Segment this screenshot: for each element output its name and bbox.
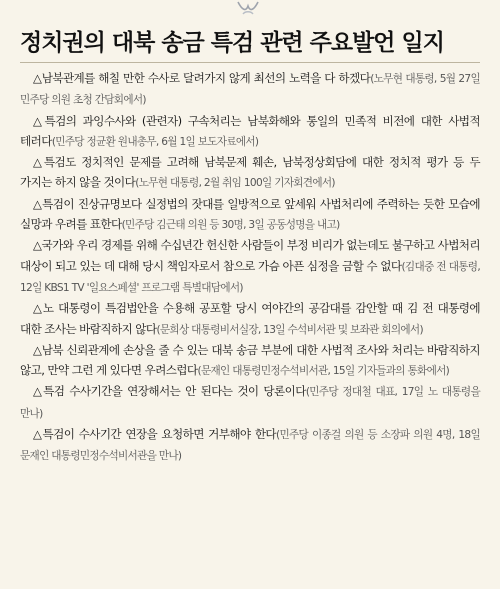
article-title: 정치권의 대북 송금 특검 관련 주요발언 일지 [20,30,444,56]
decorative-flourish-icon [234,0,262,18]
statement-source: (민주당 김근태 의원 등 30명, 3일 공동성명을 내고) [121,219,340,232]
statement-source: (민주당 이종걸 의원 등 소장파 의원 4명, 18일 문재인 대통령민정수석비서관을 만나) [20,429,480,463]
statement-source: (문재인 대통령민정수석비서관, 15일 기자들과의 통화에서) [197,365,450,378]
statement-quote: △특검이 진상규명보다 실정법의 잣대를 일방적으로 앞세워 사법처리에 주력하는 듯한 모습에 실망과 우려를 표한다 [20,196,480,232]
statement-quote: △특검 수사기간을 연장해서는 안 된다는 것이 당론이다 [33,384,306,399]
title-divider [20,62,480,63]
statement-item [20,298,480,340]
statement-item [20,340,480,382]
statement-quote: △노 대통령이 특검법안을 수용해 공포할 당시 여야간의 공감대를 감안할 때 김 전 대통령에 대한 조사는 바람직하지 않다 [20,301,480,336]
statement-quote: △특검의 과잉수사와 (관련자) 구속처리는 남북화해와 통일의 민족적 비전에 대한 사법적 테러다 [20,113,480,148]
statement-source: (민주당 정균환 원내총무, 6월 1일 보도자료에서) [51,135,259,148]
statement-source: (문희상 대통령비서실장, 13일 수석비서관 및 보좌관 회의에서) [156,323,423,336]
statement-source: (민주당 정대철 대표, 17일 노 대통령을 만나) [20,386,480,420]
statement-quote: △남북 신뢰관계에 손상을 줄 수 있는 대북 송금 부분에 대한 사법적 조사와 처리는 바람직하지 않고, 만약 그런 게 있다면 우려스럽다 [20,342,480,378]
statement-list [20,68,480,467]
statement-item [20,68,480,111]
statement-source: (김대중 전 대통령, 12일 KBS1 TV '일요스페셜' 프로그램 특별대담에서) [20,260,480,294]
statement-item [20,424,480,467]
statement-item [20,111,480,153]
statement-quote: △특검이 수사기간 연장을 요청하면 거부해야 한다 [33,427,277,442]
statement-quote: △남북관계를 해칠 만한 수사로 달려가지 않게 최선의 노력을 다 하겠다 [33,71,371,85]
statement-item [20,381,480,424]
statement-source: (노무현 대통령, 5월 27일 민주당 의원 초청 간담회에서) [20,73,480,107]
statement-quote: △국가와 우리 경제를 위해 수십년간 헌신한 사람들이 부정 비리가 없는데도 불구하고 사법처리 대상이 되고 있는 데 대해 당시 책임자로서 참으로 가슴 아픈 심정을 금할 수 없다 [20,238,480,273]
statement-item [20,194,480,236]
statement-item [20,152,480,194]
statement-source: (노무현 대통령, 2월 취임 100일 기자회견에서) [135,177,335,190]
statement-quote: △특검도 정치적인 문제를 고려해 남북문제 훼손, 남북정상회담에 대한 정치적 평가 등 두 가지는 하지 않을 것이다 [20,155,480,190]
statement-item [20,235,480,298]
